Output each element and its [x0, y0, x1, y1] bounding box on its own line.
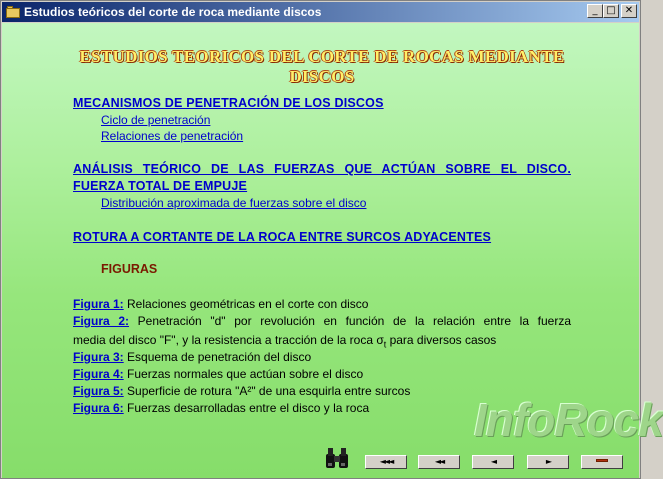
link-relaciones-penetracion[interactable]: Relaciones de penetración: [101, 129, 244, 143]
title-bar[interactable]: [2, 2, 639, 22]
nav-exit-button[interactable]: [581, 455, 623, 469]
exit-icon: [596, 459, 608, 462]
page-title-line1: ESTUDIOS TEORICOS DEL CORTE DE ROCAS MEDIANTE: [79, 47, 565, 66]
figure-2-caption-line1: Penetración "d" por revolución en función de la relación entre la fuerza: [137, 314, 572, 328]
page-title: [62, 47, 582, 87]
link-distribucion-fuerzas[interactable]: Distribución aproximada de fuerzas sobre el disco: [101, 196, 367, 210]
figure-row: [73, 296, 571, 313]
link-ciclo-penetracion[interactable]: Ciclo de penetración: [101, 113, 211, 127]
nav-next-button[interactable]: ►: [527, 455, 569, 469]
nav-first-button[interactable]: ◄◄◄: [365, 455, 407, 469]
section-link-rotura[interactable]: ROTURA A CORTANTE DE LA ROCA ENTRE SURCOS ADYACENTES: [73, 230, 492, 244]
figure-row: [73, 366, 571, 383]
figure-2-caption-line2a: media del disco "F", y la resistencia a tracción de la roca: [73, 333, 377, 347]
figure-3-link[interactable]: Figura 3:: [73, 350, 124, 364]
folder-icon: [6, 6, 20, 18]
figure-4-caption: Fuerzas normales que actúan sobre el disco: [127, 367, 364, 381]
figure-2-caption-line2b: para diversos casos: [386, 333, 497, 347]
figure-4-link[interactable]: Figura 4:: [73, 367, 124, 381]
figure-row: [73, 313, 571, 330]
content-area: [2, 23, 663, 478]
sigma-symbol: σ: [376, 333, 384, 347]
minimize-button[interactable]: _: [587, 4, 603, 18]
figure-6-caption: Fuerzas desarrolladas entre el disco y la roca: [127, 401, 370, 415]
figure-1-link[interactable]: Figura 1:: [73, 297, 124, 311]
nav-prev-button[interactable]: ◄: [472, 455, 514, 469]
figures-heading: FIGURAS: [101, 262, 158, 276]
figure-5-caption: Superficie de rotura "A²" de una esquirla entre surcos: [127, 384, 411, 398]
figure-6-link[interactable]: Figura 6:: [73, 401, 124, 415]
inforock-watermark: InfoRock: [474, 394, 663, 446]
figure-3-caption: Esquema de penetración del disco: [127, 350, 312, 364]
section-link-analisis-line2[interactable]: FUERZA TOTAL DE EMPUJE: [73, 179, 248, 193]
close-button[interactable]: ✕: [621, 4, 637, 18]
figure-2-link[interactable]: Figura 2:: [73, 314, 129, 328]
maximize-button[interactable]: □: [603, 4, 619, 18]
section-link-analisis[interactable]: ANÁLISIS TEÓRICO DE LAS FUERZAS QUE ACTÚAN SOBRE EL DISCO.: [73, 162, 571, 176]
window-controls: [587, 4, 637, 18]
figure-row: [73, 349, 571, 366]
nav-prev-fast-button[interactable]: ◄◄: [418, 455, 460, 469]
figure-1-caption: Relaciones geométricas en el corte con disco: [127, 297, 369, 311]
binoculars-icon[interactable]: [324, 446, 350, 470]
window-title: Estudios teóricos del corte de roca mediante discos: [24, 5, 322, 19]
section-link-mecanismos[interactable]: MECANISMOS DE PENETRACIÓN DE LOS DISCOS: [73, 96, 384, 110]
sigma-subscript: t: [383, 339, 387, 350]
figure-5-link[interactable]: Figura 5:: [73, 384, 124, 398]
page-title-line2: DISCOS: [289, 67, 355, 86]
